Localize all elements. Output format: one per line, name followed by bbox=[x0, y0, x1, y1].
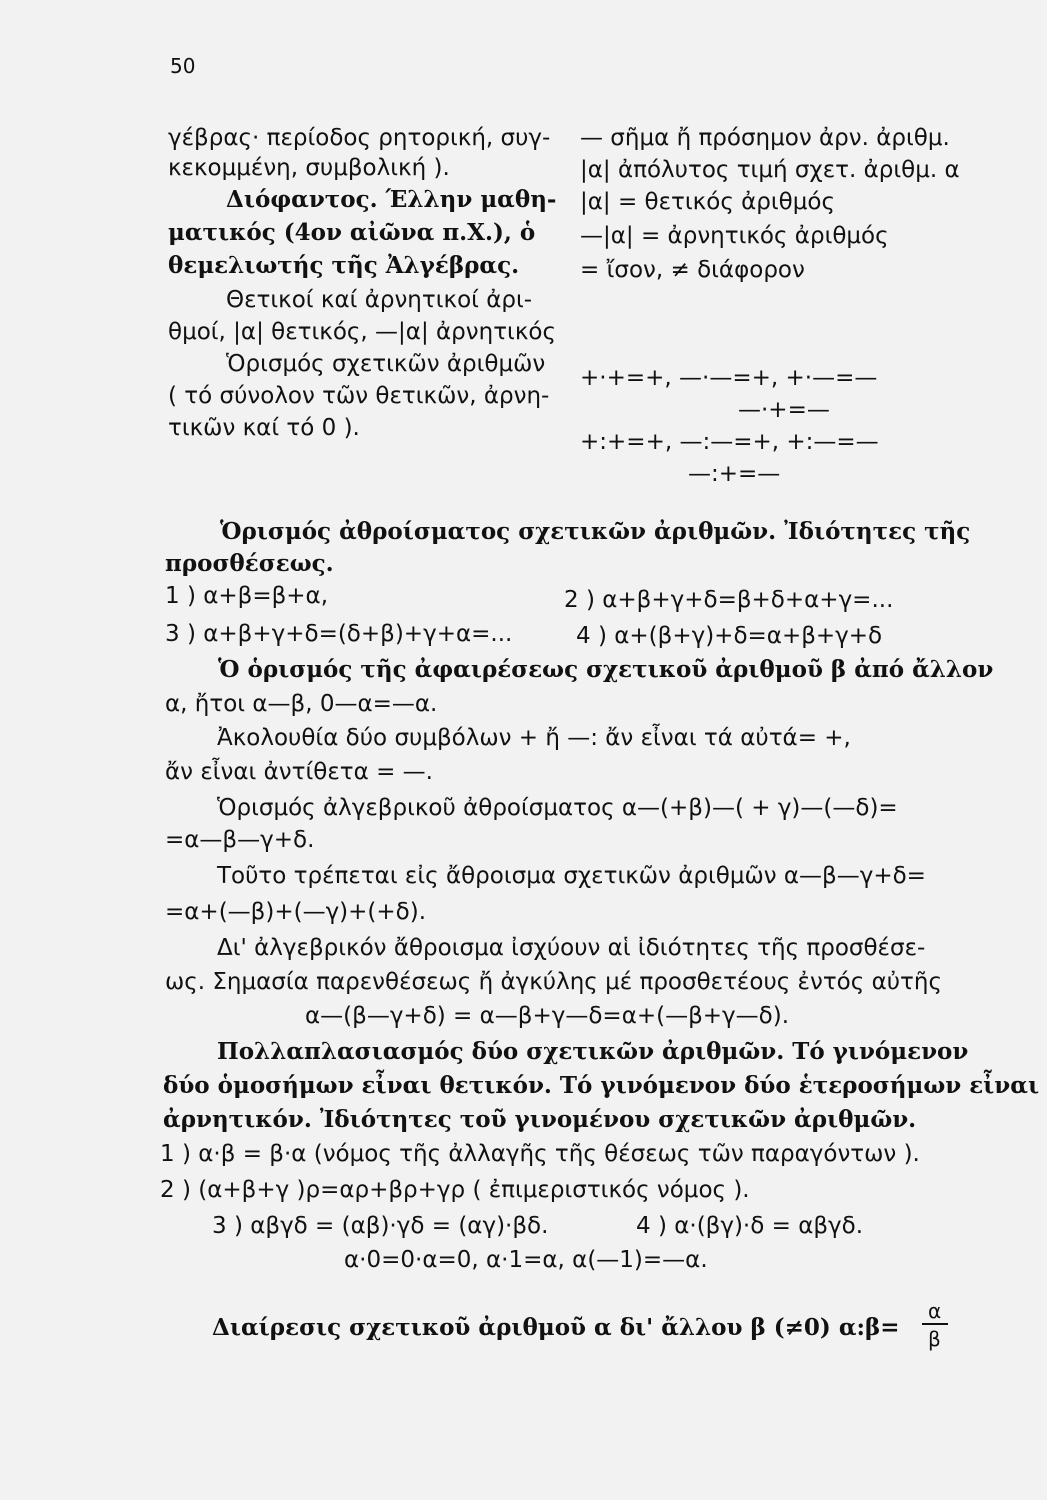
formula-line: 1 ) α·β = β·α (νόμος τῆς ἀλλαγῆς τῆς θέσεως τῶν παραγόντων ). bbox=[160, 1141, 920, 1167]
left-line: Θετικοί καί ἀρνητικοί ἀρι- bbox=[226, 287, 533, 313]
body-line: Δι' ἀλγεβρικόν ἄθροισμα ἰσχύουν αἱ ἰδιότητες τῆς προσθέσε- bbox=[217, 935, 926, 961]
formula-line: 2 ) α+β+γ+δ=β+δ+α+γ=... bbox=[564, 587, 894, 613]
right-line: +:+=+, —:—=+, +:—=— bbox=[580, 429, 879, 455]
formula-line: α·0=0·α=0, α·1=α, α(—1)=—α. bbox=[344, 1247, 708, 1273]
right-line: —·+=— bbox=[738, 397, 830, 423]
section-heading: Ὁρισμός ἀθροίσματος σχετικῶν ἀριθμῶν. Ἰδιότητες τῆς bbox=[220, 518, 971, 545]
section-heading: Διαίρεσις σχετικοῦ ἀριθμοῦ α δι' ἄλλου β (≠0) α:β= bbox=[212, 1314, 900, 1341]
formula-line: 2 ) (α+β+γ )ρ=αρ+βρ+γρ ( ἐπιμεριστικός νόμος ). bbox=[160, 1177, 750, 1203]
formula-line: 3 ) α+β+γ+δ=(δ+β)+γ+α=... bbox=[165, 621, 513, 647]
body-line: =α+(—β)+(—γ)+(+δ). bbox=[165, 899, 427, 925]
fraction-denominator: β bbox=[928, 1327, 941, 1351]
body-line: α, ἤτοι α—β, 0—α=—α. bbox=[165, 691, 438, 717]
section-heading: Πολλαπλασιασμός δύο σχετικῶν ἀριθμῶν. Τό γινόμενον bbox=[217, 1038, 969, 1065]
right-line: —:+=— bbox=[688, 461, 781, 487]
section-heading: προσθέσεως. bbox=[165, 550, 334, 577]
right-line: |α| = θετικός ἀριθμός bbox=[580, 189, 835, 215]
fraction-numerator: α bbox=[928, 1299, 942, 1323]
formula-line: 4 ) α·(βγ)·δ = αβγδ. bbox=[636, 1213, 864, 1239]
left-line-bold: ματικός (4ον αἰῶνα π.Χ.), ὁ bbox=[168, 219, 536, 246]
body-line: ως. Σημασία παρενθέσεως ἤ ἀγκύλης μέ προσθετέους ἐντός αὐτῆς bbox=[165, 969, 942, 995]
right-line: —|α| = ἀρνητικός ἀριθμός bbox=[580, 223, 889, 249]
section-heading: Ἀκολουθία δύο συμβόλων + ἤ —: ἄν εἶναι τά αὐτά= +, bbox=[217, 725, 851, 751]
left-line-bold: θεμελιωτής τῆς Ἀλγέβρας. bbox=[168, 252, 520, 279]
body-line-bold: ἀρνητικόν. Ἰδιότητες τοῦ γινομένου σχετικῶν ἀριθμῶν. bbox=[163, 1106, 917, 1133]
formula-line: 1 ) α+β=β+α, bbox=[165, 583, 329, 609]
body-line-bold: δύο ὁμοσήμων εἶναι θετικόν. Τό γινόμενον δύο ἑτεροσήμων εἶναι bbox=[163, 1072, 1040, 1099]
left-line: Ὁρισμός σχετικῶν ἀριθμῶν bbox=[226, 351, 546, 377]
right-line: |α| ἀπόλυτος τιμή σχετ. ἀριθμ. α bbox=[580, 157, 960, 183]
body-line: Ὁρισμός ἀλγεβρικοῦ ἀθροίσματος α—(+β)—( + γ)—(—δ)= bbox=[217, 795, 898, 821]
right-line: — σῆμα ἤ πρόσημον ἀρν. ἀριθμ. bbox=[580, 125, 950, 151]
left-line: κεκομμένη, συμβολική ). bbox=[168, 155, 450, 181]
left-line-bold: Διόφαντος. Έλλην μαθη- bbox=[226, 186, 557, 213]
right-line: +·+=+, —·—=+, +·—=— bbox=[580, 365, 878, 391]
section-heading: Ὁ ὁρισμός τῆς ἀφαιρέσεως σχετικοῦ ἀριθμοῦ β ἀπό ἄλλον bbox=[218, 656, 994, 683]
body-line: =α—β—γ+δ. bbox=[165, 827, 315, 853]
left-line: γέβρας· περίοδος ρητορική, συγ- bbox=[168, 125, 551, 151]
formula-line: 4 ) α+(β+γ)+δ=α+β+γ+δ bbox=[576, 623, 883, 649]
body-line: ἄν εἶναι ἀντίθετα = —. bbox=[165, 759, 433, 785]
fraction-bar bbox=[922, 1323, 948, 1325]
left-line: θμοί, |α| θετικός, —|α| ἀρνητικός bbox=[168, 319, 556, 345]
left-line: ( τό σύνολον τῶν θετικῶν, ἀρνη- bbox=[168, 383, 550, 409]
formula-line: α—(β—γ+δ) = α—β+γ—δ=α+(—β+γ—δ). bbox=[305, 1003, 790, 1029]
formula-line: 3 ) αβγδ = (αβ)·γδ = (αγ)·βδ. bbox=[212, 1213, 549, 1239]
right-line: = ἴσον, ≠ διάφορον bbox=[580, 257, 805, 283]
body-line: Τοῦτο τρέπεται εἰς ἄθροισμα σχετικῶν ἀριθμῶν α—β—γ+δ= bbox=[217, 863, 926, 889]
left-line: τικῶν καί τό 0 ). bbox=[168, 415, 360, 441]
page-number: 50 bbox=[170, 54, 196, 78]
